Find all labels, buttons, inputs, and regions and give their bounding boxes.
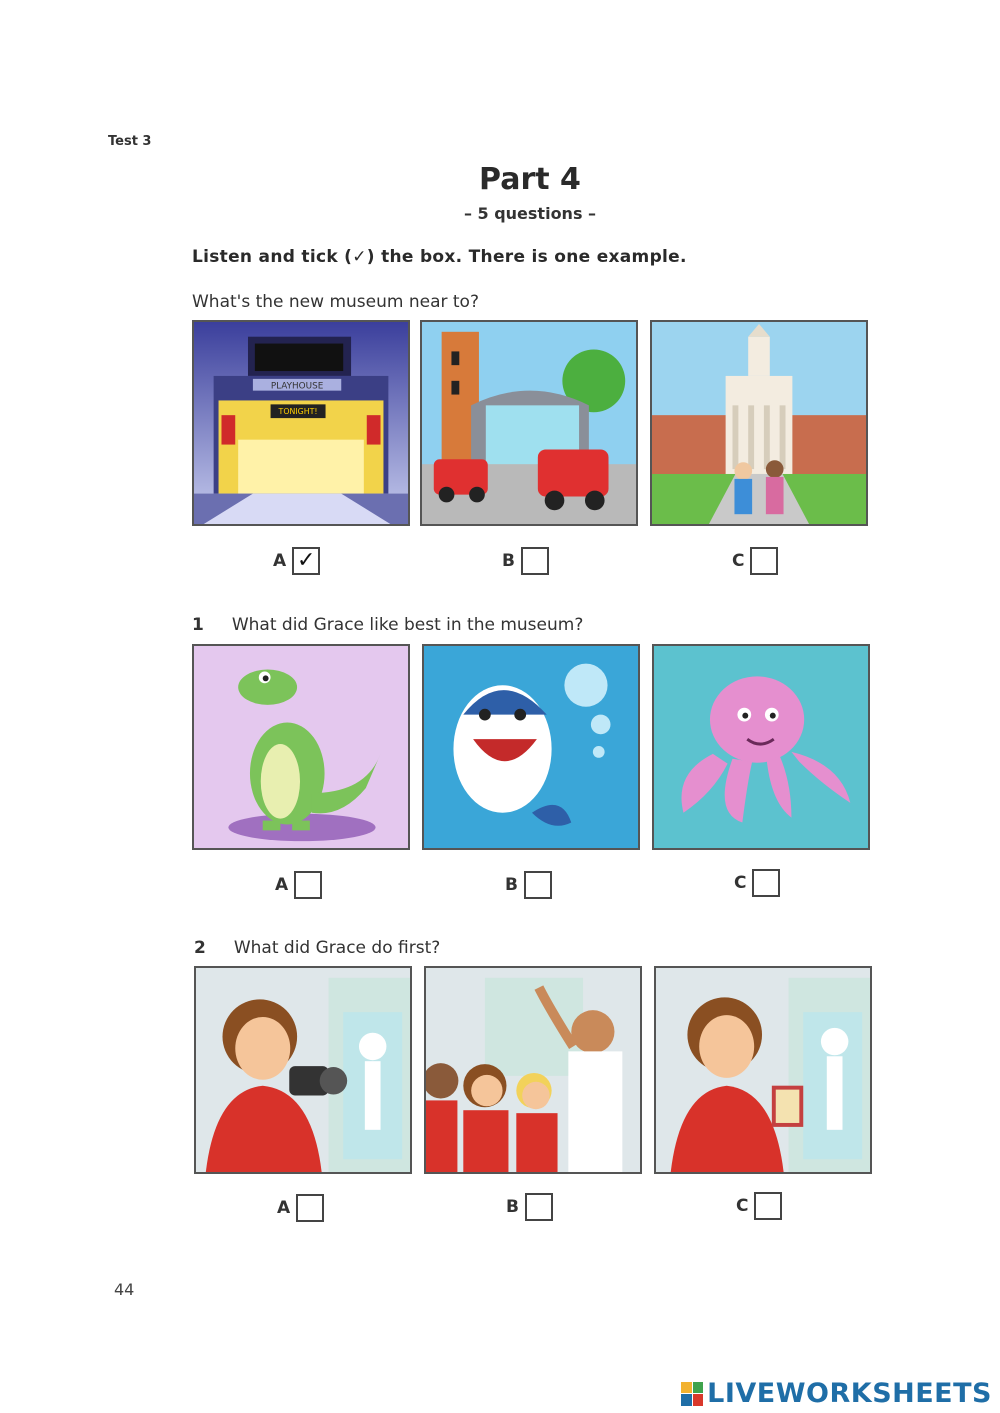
liveworksheets-logo-icon — [681, 1382, 703, 1406]
tonight-banner-text: TONIGHT! — [278, 407, 318, 417]
example-option-c — [732, 547, 778, 575]
checkbox-q1-c[interactable] — [752, 869, 780, 897]
checkbox-q1-b[interactable] — [524, 871, 552, 899]
picture-shark — [422, 644, 640, 850]
example-option-b — [502, 547, 549, 575]
option-letter: C — [736, 1196, 749, 1216]
checkbox-example-a[interactable] — [292, 547, 320, 575]
option-letter: A — [277, 1198, 291, 1218]
question-text: What's the new museum near to? — [192, 292, 479, 312]
picture-college — [650, 320, 868, 526]
checkbox-example-c[interactable] — [750, 547, 778, 575]
q1-option-b — [505, 871, 552, 899]
picture-teacher-children — [424, 966, 642, 1174]
picture-octopus — [652, 644, 870, 850]
checkbox-q2-a[interactable] — [296, 1194, 324, 1222]
option-letter: C — [732, 551, 745, 571]
picture-girl-writing — [654, 966, 872, 1174]
part-title: Part 4 — [479, 162, 581, 197]
checkbox-q1-a[interactable] — [294, 871, 322, 899]
q1-option-a — [275, 871, 322, 899]
question-text: What did Grace like best in the museum? — [231, 615, 584, 635]
part-subtitle: – 5 questions – — [463, 204, 597, 223]
example-question — [192, 292, 479, 312]
option-letter: A — [275, 875, 289, 895]
q2-option-a — [277, 1194, 324, 1222]
picture-playhouse — [192, 320, 410, 526]
option-letter: B — [502, 551, 515, 571]
example-option-a — [273, 547, 320, 575]
picture-dinosaur — [192, 644, 410, 850]
question-text: What did Grace do first? — [233, 938, 441, 958]
picture-girl-camera — [194, 966, 412, 1174]
q2-option-b — [506, 1193, 553, 1221]
page-number: 44 — [114, 1280, 135, 1299]
playhouse-sign-text: PLAYHOUSE — [270, 381, 324, 392]
liveworksheets-logo[interactable] — [681, 1378, 992, 1409]
question-number: 2 — [194, 938, 206, 958]
question-2 — [194, 938, 440, 958]
checkbox-q2-c[interactable] — [754, 1192, 782, 1220]
question-number: 1 — [192, 615, 204, 635]
picture-fire-station — [420, 320, 638, 526]
option-letter: C — [734, 873, 747, 893]
option-letter: B — [506, 1197, 519, 1217]
option-letter: A — [273, 551, 287, 571]
instruction: Listen and tick (✓) the box. There is one example. — [192, 247, 687, 267]
checkbox-example-b[interactable] — [521, 547, 549, 575]
brand-name: LIVEWORKSHEETS — [707, 1378, 992, 1409]
checkbox-q2-b[interactable] — [525, 1193, 553, 1221]
q2-option-c — [736, 1192, 782, 1220]
question-1 — [192, 615, 583, 635]
q1-option-c — [734, 869, 780, 897]
option-letter: B — [505, 875, 518, 895]
test-label: Test 3 — [108, 134, 152, 149]
tick-mark: ✓ — [296, 548, 316, 573]
